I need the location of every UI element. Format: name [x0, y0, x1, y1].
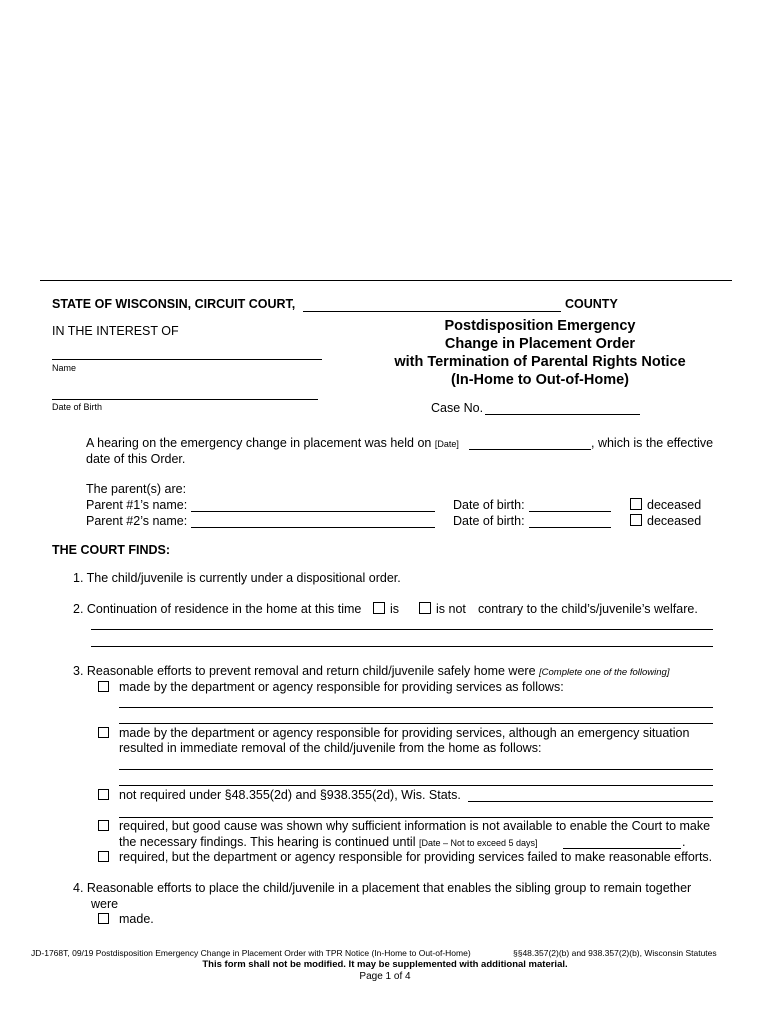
finding-3d-period: . [682, 835, 686, 849]
county-field[interactable] [303, 311, 561, 312]
finding-3b-line-2[interactable] [119, 785, 713, 786]
finding-3d-checkbox[interactable] [98, 820, 109, 831]
finding-3a-line-2[interactable] [119, 723, 713, 724]
finding-2-text-b: contrary to the child’s/juvenile’s welfare. [478, 602, 698, 616]
finding-3b-checkbox[interactable] [98, 727, 109, 738]
parent1-dob-field[interactable] [529, 511, 611, 512]
parent1-name-label: Parent #1’s name: [86, 498, 188, 512]
court-finds-heading: THE COURT FINDS: [52, 543, 171, 557]
parent1-dob-label: Date of birth: [453, 498, 525, 512]
parent2-dob-field[interactable] [529, 527, 611, 528]
finding-3-hint: [Complete one of the following] [539, 667, 670, 678]
finding-3c-field[interactable] [468, 801, 713, 802]
finding-3a-checkbox[interactable] [98, 681, 109, 692]
finding-4-text-b: were [91, 897, 119, 911]
dob-label: Date of Birth [52, 402, 103, 412]
hearing-text-b: , which is the effective [591, 436, 714, 450]
parent2-name-field[interactable] [191, 527, 435, 528]
parent2-deceased-label: deceased [647, 514, 702, 528]
footer-notice: This form shall not be modified. It may be supplemented with additional material. [202, 959, 568, 970]
parent2-dob-label: Date of birth: [453, 514, 525, 528]
in-interest-label: IN THE INTEREST OF [52, 324, 179, 338]
finding-2-isnot-label: is not [436, 602, 466, 616]
state-court-label: STATE OF WISCONSIN, CIRCUIT COURT, [52, 297, 296, 311]
footer-form-id: JD-1768T, 09/19 Postdisposition Emergency Change in Placement Order with TPR Notice (In-Home to Out-of-Home) [31, 948, 471, 958]
parents-intro: The parent(s) are: [86, 482, 187, 496]
parent1-deceased-label: deceased [647, 498, 702, 512]
parent2-name-label: Parent #2’s name: [86, 514, 188, 528]
footer-statutes: §§48.357(2)(b) and 938.357(2)(b), Wisconsin Statutes [513, 948, 717, 958]
form-title-line-2: Change in Placement Order [444, 336, 636, 352]
finding-3-text [73, 664, 669, 678]
finding-3e-checkbox[interactable] [98, 851, 109, 862]
hearing-text-c: date of this Order. [86, 452, 186, 466]
parent1-name-field[interactable] [191, 511, 435, 512]
finding-3c-line-2[interactable] [119, 817, 713, 818]
finding-1: 1. The child/juvenile is currently under a dispositional order. [73, 571, 401, 585]
finding-2-isnot-checkbox[interactable] [419, 602, 431, 614]
finding-2-is-label: is [390, 602, 400, 616]
finding-3c-label: not required under §48.355(2d) and §938.355(2d), Wis. Stats. [119, 788, 461, 802]
finding-3d-date-field[interactable] [563, 848, 681, 849]
finding-3c-checkbox[interactable] [98, 789, 109, 800]
finding-3a-label: made by the department or agency responsible for providing services as follows: [119, 680, 564, 694]
finding-2-text: 2. Continuation of residence in the home at this time [73, 602, 362, 616]
finding-3b-label-1: made by the department or agency responsible for providing services, although an emergency situation [119, 726, 690, 740]
finding-4-text-a: 4. Reasonable efforts to place the child/juvenile in a placement that enables the sibling group to remain together [73, 881, 692, 895]
finding-3e-label: required, but the department or agency responsible for providing services failed to make reasonable efforts. [119, 850, 713, 864]
finding-3b-line-1[interactable] [119, 769, 713, 770]
form-title-line-4: (In-Home to Out-of-Home) [451, 372, 629, 388]
finding-2-line-1[interactable] [91, 629, 713, 630]
dob-field[interactable] [52, 399, 318, 400]
finding-3-text-a: 3. Reasonable efforts to prevent removal and return child/juvenile safely home were [73, 664, 536, 678]
form-title-line-3: with Termination of Parental Rights Notice [394, 354, 686, 370]
finding-2-line-2[interactable] [91, 646, 713, 647]
case-no-field[interactable] [485, 414, 640, 415]
county-label: COUNTY [565, 297, 618, 311]
hearing-date-hint: [Date] [434, 439, 459, 449]
finding-3a-line-1[interactable] [119, 707, 713, 708]
finding-3d-label-1: required, but good cause was shown why sufficient information is not available to enable the Court to make [119, 819, 711, 833]
finding-4-made-checkbox[interactable] [98, 913, 109, 924]
form-title-line-1: Postdisposition Emergency [444, 318, 636, 334]
footer-page: Page 1 of 4 [359, 971, 411, 982]
name-field[interactable] [52, 359, 322, 360]
finding-2-is-checkbox[interactable] [373, 602, 385, 614]
hearing-text-a: A hearing on the emergency change in placement was held on [86, 436, 432, 450]
parent1-deceased-checkbox[interactable] [630, 498, 642, 510]
finding-3b-label-2: resulted in immediate removal of the child/juvenile from the home as follows: [119, 741, 542, 755]
case-no-label: Case No. [431, 401, 484, 415]
finding-3d-date-hint: [Date – Not to exceed 5 days] [418, 838, 538, 848]
top-rule [40, 280, 732, 281]
finding-4-made-label: made. [119, 912, 154, 926]
hearing-date-field[interactable] [469, 449, 591, 450]
name-label: Name [52, 363, 77, 373]
finding-3d-label-2 [119, 835, 538, 849]
hearing-text [86, 436, 459, 450]
parent2-deceased-checkbox[interactable] [630, 514, 642, 526]
finding-3d-text: the necessary findings. This hearing is continued until [119, 835, 416, 849]
